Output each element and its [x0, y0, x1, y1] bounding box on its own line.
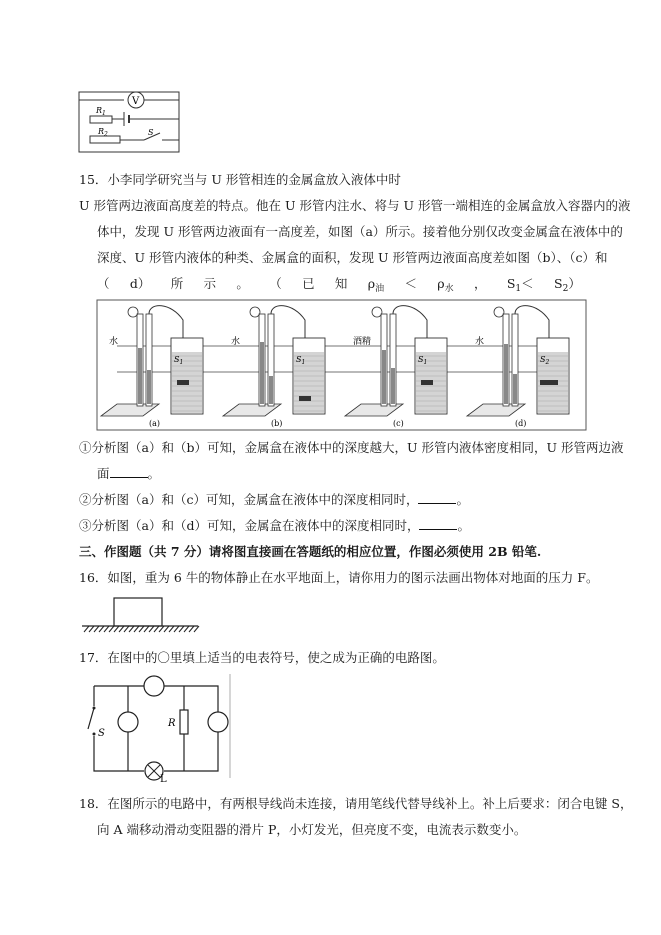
tube-clip-icon [128, 307, 138, 317]
area-label: $S_1$ [418, 355, 428, 366]
r2-label: $R_2$ [98, 127, 108, 138]
liquid-left [504, 344, 508, 404]
q15-line4: 深度、U 形管内液体的种类、金属盒的面积，发现 U 形管两边液面高度差如图（b）、（c）和 [97, 250, 608, 265]
tube-liquid-label: 水 [475, 337, 485, 347]
panel-a [101, 306, 203, 428]
panel-c [345, 306, 447, 428]
q16-block-on-ground-figure [80, 596, 205, 636]
meter-circle-left[interactable] [118, 712, 138, 732]
liquid-left [138, 348, 142, 404]
switch-label: S [148, 128, 154, 137]
answer-blank-1[interactable] [110, 466, 148, 478]
resistor-r1-icon [90, 116, 112, 123]
panel-label: (b) [271, 419, 283, 428]
tube-clip-icon [494, 307, 504, 317]
resistor-r-icon [180, 710, 188, 734]
q17-circuit-diagram [80, 674, 240, 785]
tube-liquid-label: 水 [231, 337, 241, 347]
q15-sub1-line2: 面 。 [97, 466, 161, 481]
tube-liquid-label: 酒精 [353, 337, 372, 347]
meter-circle-right[interactable] [208, 712, 228, 732]
answer-blank-2[interactable] [418, 492, 456, 504]
tube-liquid-label: 水 [109, 337, 119, 347]
section-3-heading: 三、作图题（共 7 分）请将图直接画在答题纸的相应位置，作图必须使用 2B 铅笔. [79, 544, 542, 559]
switch-label: S [98, 728, 105, 739]
metal-box [540, 380, 558, 385]
q15-line2: U 形管两边液面高度差的特点。他在 U 形管内注水、将与 U 形管一端相连的金属盒放入容器内的液 [79, 198, 631, 213]
u-tube-experiment-figure [97, 300, 587, 430]
switch-icon [88, 708, 94, 729]
panel-label: (a) [149, 419, 161, 428]
liquid-right [391, 368, 395, 404]
panel-b [223, 306, 325, 428]
area-label: $S_2$ [540, 355, 550, 366]
liquid-right [269, 376, 273, 404]
resistor-label: R [168, 718, 176, 729]
tube-clip-icon [372, 307, 382, 317]
meter-circle-top[interactable] [144, 676, 164, 696]
tube-clip-icon [250, 307, 260, 317]
panel-label: (c) [393, 419, 404, 428]
panel-label: (d) [515, 419, 527, 428]
q16-text: 16．如图，重为 6 牛的物体静止在水平地面上，请你用力的图示法画出物体对地面的压力 F。 [79, 570, 599, 585]
q18-line1: 18．在图所示的电路中，有两根导线尚未连接，请用笔线代替导线补上。补上后要求：闭合电键 S， [79, 796, 633, 811]
q15-line3: 体中，发现 U 形管两边液面有一高度差，如图（a）所示。接着他分别仅改变金属盒在液体中的 [97, 224, 623, 239]
block-icon [114, 598, 162, 626]
q15-line5: （ d） 所 示 。 （ 已 知 $\rho_油$ ＜ $\rho_水$ ， $S_1<$ $S_2$） [97, 276, 581, 294]
area-label: $S_1$ [174, 355, 184, 366]
lamp-label: L [160, 774, 167, 785]
liquid-right [513, 374, 517, 404]
q18-line2: 向 A 端移动滑动变阻器的滑片 P，小灯发光，但亮度不变，电流表示数变小。 [97, 822, 527, 837]
area-label: $S_1$ [296, 355, 306, 366]
q15-sub3: ③分析图（a）和（d）可知，金属盒在液体中的深度相同时， 。 [79, 518, 470, 533]
answer-blank-3[interactable] [419, 518, 457, 530]
liquid-left [382, 350, 386, 404]
top-circuit-diagram [76, 88, 186, 158]
metal-box [177, 380, 189, 385]
q15-sub1-line1: ①分析图（a）和（b）可知，金属盒在液体中的深度越大，U 形管内液体密度相同，U 形管两边液 [79, 440, 624, 455]
q15-line1: 15．小李同学研究当与 U 形管相连的金属盒放入液体中时 [79, 172, 401, 187]
liquid-left [260, 342, 264, 404]
metal-box [299, 396, 311, 401]
q15-sub2: ②分析图（a）和（c）可知，金属盒在液体中的深度相同时， 。 [79, 492, 469, 507]
panel-d [467, 306, 569, 428]
metal-box [421, 380, 433, 385]
q17-text: 17．在图中的〇里填上适当的电表符号，使之成为正确的电路图。 [79, 650, 445, 665]
voltmeter-label: V [132, 96, 140, 107]
liquid-right [147, 370, 151, 404]
r1-label: $R_1$ [96, 106, 106, 117]
